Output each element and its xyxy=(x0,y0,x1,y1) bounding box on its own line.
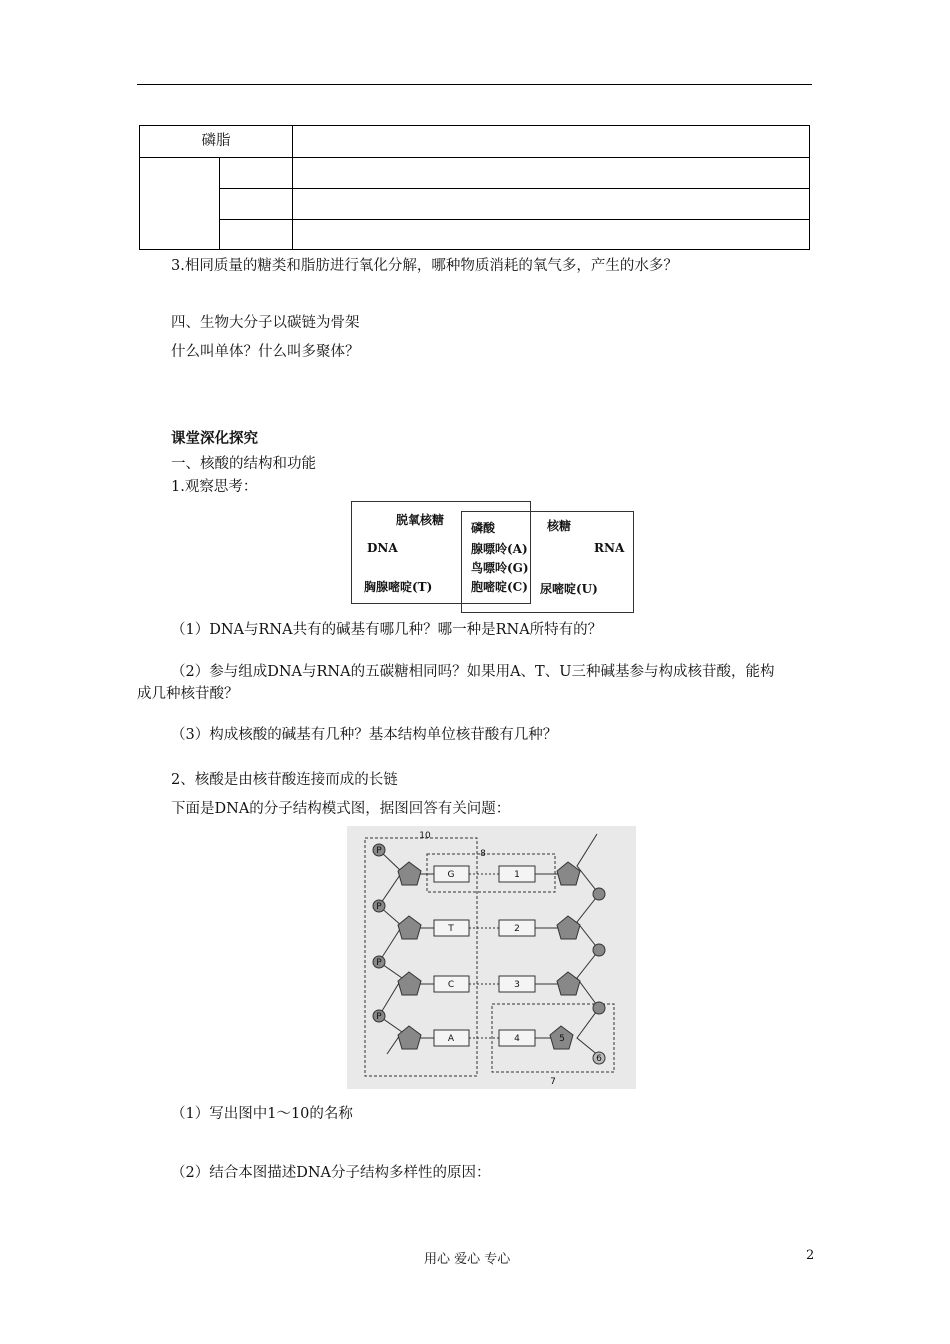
number-label-3: 3 xyxy=(514,980,520,990)
question-3: 3.相同质量的糖类和脂肪进行氧化分解，哪种物质消耗的氧气多，产生的水多？ xyxy=(171,258,678,274)
phosphate-label: P xyxy=(376,958,382,968)
phosphate-circle xyxy=(593,1002,605,1014)
part-1-subtitle: 1.观察思考： xyxy=(171,479,258,495)
venn-thymine: 胸腺嘧啶(T) xyxy=(364,580,433,594)
venn-deoxyribose: 脱氧核糖 xyxy=(396,513,445,527)
venn-adenine: 腺嘌呤(A) xyxy=(471,542,528,556)
deoxyribose-shape xyxy=(398,862,421,885)
number-label-7: 7 xyxy=(550,1077,556,1087)
base-label-a: A xyxy=(447,1034,455,1044)
page-number: 2 xyxy=(806,1248,815,1263)
deep-inquiry-title: 课堂深化探究 xyxy=(171,430,258,447)
question-2-line-2: 成几种核苷酸？ xyxy=(137,686,239,702)
phosphate-circle xyxy=(593,888,605,900)
deoxyribose-shape xyxy=(398,1026,421,1049)
footer-slogan: 用心 爱心 专心 xyxy=(424,1252,511,1267)
section-4-question: 什么叫单体？什么叫多聚体？ xyxy=(171,344,360,360)
question-1: （1）DNA与RNA共有的碱基有哪几种？哪一种是RNA所特有的？ xyxy=(171,622,603,638)
phosphate-label: P xyxy=(376,846,382,856)
base-label-c: C xyxy=(447,980,455,990)
dna-structure-svg xyxy=(347,826,636,1089)
header-rule xyxy=(137,84,812,85)
number-label-10: 10 xyxy=(419,831,431,841)
section-4-title: 四、生物大分子以碳链为骨架 xyxy=(171,315,360,331)
deoxyribose-shape xyxy=(557,916,580,939)
venn-dna-label: DNA xyxy=(367,541,398,555)
deoxyribose-shape xyxy=(398,972,421,995)
number-label-1: 1 xyxy=(514,870,520,880)
base-label-g: G xyxy=(447,870,455,880)
venn-cytosine: 胞嘧啶(C) xyxy=(471,580,528,594)
deoxyribose-shape xyxy=(398,916,421,939)
venn-rna-label: RNA xyxy=(594,541,625,555)
deoxyribose-shape xyxy=(557,972,580,995)
venn-phosphate: 磷酸 xyxy=(471,521,496,535)
table-cell-phospholipid: 磷脂 xyxy=(201,133,231,149)
part-2-intro: 下面是DNA的分子结构模式图，据图回答有关问题： xyxy=(171,801,511,817)
number-label-6: 6 xyxy=(596,1054,602,1064)
question-2-line-1: （2）参与组成DNA与RNA的五碳糖相同吗？如果用A、T、U三种碱基参与构成核苷酸，能构 xyxy=(171,664,775,680)
phosphate-label: P xyxy=(376,1012,382,1022)
part-1-title: 一、核酸的结构和功能 xyxy=(171,456,316,472)
part-2-title: 2、核酸是由核苷酸连接而成的长链 xyxy=(171,772,398,788)
dna-structure-figure xyxy=(347,826,636,1089)
venn-guanine: 鸟嘌呤(G) xyxy=(471,561,529,575)
phosphate-circle xyxy=(593,944,605,956)
phosphate-label: P xyxy=(376,902,382,912)
number-label-8: 8 xyxy=(480,849,486,859)
venn-ribose: 核糖 xyxy=(547,519,572,533)
lipid-table xyxy=(139,125,810,250)
deoxyribose-shape xyxy=(557,862,580,885)
figure-question-2: （2）结合本图描述DNA分子结构多样性的原因： xyxy=(171,1165,491,1181)
base-label-t: T xyxy=(448,924,454,934)
figure-question-1: （1）写出图中1～10的名称 xyxy=(171,1106,353,1122)
number-label-2: 2 xyxy=(514,924,520,934)
question-3b: （3）构成核酸的碱基有几种？基本结构单位核苷酸有几种？ xyxy=(171,727,558,743)
number-label-5: 5 xyxy=(559,1034,565,1044)
venn-uracil: 尿嘧啶(U) xyxy=(540,582,598,596)
number-label-4: 4 xyxy=(514,1034,520,1044)
